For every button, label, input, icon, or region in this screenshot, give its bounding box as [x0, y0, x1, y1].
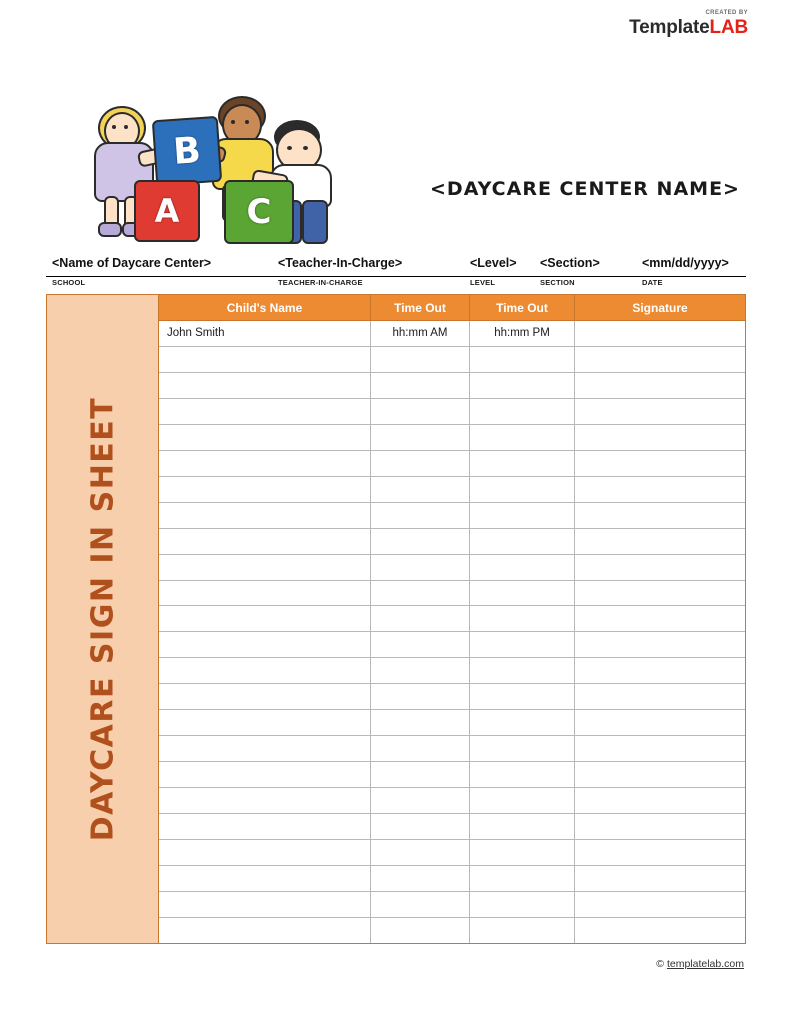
block-letter: C [246, 192, 272, 232]
cell-child-name[interactable] [159, 892, 371, 917]
daycare-center-name-placeholder[interactable]: <DAYCARE CENTER NAME> [430, 178, 740, 200]
cell-child-name[interactable] [159, 451, 371, 476]
sparkle-icon [494, 96, 500, 102]
cell-time-out-2[interactable]: hh:mm PM [470, 321, 575, 346]
info-values-row [46, 256, 746, 276]
table-row [159, 399, 745, 425]
column-header-signature: Signature [632, 300, 688, 315]
table-row [159, 529, 745, 555]
table-row [159, 451, 745, 477]
brand-name-first: Template [629, 17, 710, 38]
leg-shape [302, 200, 328, 244]
cell-time-out-1[interactable] [371, 788, 470, 813]
cell-child-name[interactable] [159, 840, 371, 865]
cell-time-out-2[interactable] [470, 399, 575, 424]
cell-child-name[interactable] [159, 788, 371, 813]
cell-signature[interactable] [575, 814, 745, 839]
cell-signature[interactable] [575, 347, 745, 372]
block-letter: A [154, 192, 180, 230]
cell-child-name[interactable] [159, 814, 371, 839]
cell-signature[interactable] [575, 555, 745, 580]
table-row [159, 788, 745, 814]
cell-time-out-2[interactable] [470, 503, 575, 528]
table-row [159, 555, 745, 581]
cell-time-out-1[interactable] [371, 529, 470, 554]
field-caption-date: DATE [642, 278, 663, 287]
created-by-label: CREATED BY [705, 10, 748, 16]
cell-child-name[interactable] [159, 866, 371, 891]
cell-time-out-2[interactable] [470, 529, 575, 554]
field-caption-level: LEVEL [470, 278, 496, 287]
cell-signature[interactable] [575, 658, 745, 683]
cell-time-out-1[interactable] [371, 658, 470, 683]
table-header-row [159, 295, 745, 321]
cell-signature[interactable] [575, 892, 745, 917]
cell-time-out-1[interactable] [371, 684, 470, 709]
table-row [159, 866, 745, 892]
cell-time-out-1[interactable] [371, 632, 470, 657]
sheet-title: DAYCARE SIGN IN SHEET [85, 396, 120, 842]
eye-shape [112, 125, 116, 129]
cell-time-out-1[interactable] [371, 918, 470, 943]
cell-signature[interactable] [575, 451, 745, 476]
table-row [159, 477, 745, 503]
field-value-teacher[interactable]: <Teacher-In-Charge> [278, 256, 403, 270]
cell-child-name[interactable] [159, 347, 371, 372]
cell-signature[interactable] [575, 581, 745, 606]
cell-time-out-2[interactable] [470, 840, 575, 865]
cell-time-out-1[interactable] [371, 866, 470, 891]
column-header-time-out-2: Time Out [470, 295, 575, 320]
cell-time-out-1[interactable] [371, 373, 470, 398]
cell-signature[interactable] [575, 373, 745, 398]
table-row [159, 918, 745, 943]
cell-time-out-2[interactable] [470, 684, 575, 709]
cell-time-out-2[interactable] [470, 477, 575, 502]
sparkle-icon [556, 66, 560, 70]
cell-time-out-1[interactable] [371, 451, 470, 476]
table-grid [159, 295, 745, 943]
sign-in-sheet-table [46, 294, 746, 944]
cell-child-name[interactable] [159, 762, 371, 787]
header-illustration [46, 52, 746, 232]
table-row [159, 710, 745, 736]
cell-time-out-2[interactable] [470, 555, 575, 580]
cell-signature[interactable] [575, 477, 745, 502]
column-header-time-out-1: Time Out [371, 295, 470, 320]
copyright-symbol: © [656, 958, 667, 970]
table-row [159, 892, 745, 918]
field-value-section[interactable]: <Section> [540, 256, 600, 270]
cell-time-out-2[interactable] [470, 581, 575, 606]
block-letter: B [171, 129, 203, 173]
alphabet-block-a [134, 180, 200, 242]
cell-child-name[interactable] [159, 503, 371, 528]
info-captions-row [46, 278, 746, 292]
cell-signature[interactable] [575, 425, 745, 450]
field-caption-section: SECTION [540, 278, 575, 287]
cell-time-out-2[interactable] [470, 658, 575, 683]
field-value-date[interactable]: <mm/dd/yyyy> [642, 256, 729, 270]
cell-signature[interactable] [575, 606, 745, 631]
cell-time-out-1[interactable] [371, 762, 470, 787]
cell-time-out-2[interactable] [470, 710, 575, 735]
table-row [159, 373, 745, 399]
cell-child-name[interactable] [159, 736, 371, 761]
cell-signature[interactable] [575, 503, 745, 528]
cell-time-out-1[interactable]: hh:mm AM [371, 321, 470, 346]
cell-time-out-1[interactable] [371, 425, 470, 450]
cell-time-out-2[interactable] [470, 373, 575, 398]
cell-child-name[interactable] [159, 918, 371, 943]
cell-time-out-2[interactable] [470, 347, 575, 372]
cell-signature[interactable] [575, 710, 745, 735]
cell-signature[interactable] [575, 632, 745, 657]
cell-time-out-2[interactable] [470, 814, 575, 839]
cell-child-name[interactable] [159, 710, 371, 735]
eye-shape [287, 146, 292, 150]
table-row [159, 321, 745, 347]
table-row [159, 632, 745, 658]
table-row [159, 840, 745, 866]
cell-time-out-1[interactable] [371, 555, 470, 580]
cell-child-name[interactable] [159, 606, 371, 631]
cell-time-out-2[interactable] [470, 736, 575, 761]
templatelab-link[interactable]: templatelab.com [666, 958, 744, 970]
cell-signature[interactable] [575, 788, 745, 813]
sparkle-icon [761, 148, 766, 153]
sparkle-icon [646, 138, 650, 142]
cell-signature[interactable] [575, 840, 745, 865]
cell-child-name[interactable] [159, 399, 371, 424]
field-caption-school: SCHOOL [52, 278, 86, 287]
cell-signature[interactable] [575, 918, 745, 943]
table-row [159, 425, 745, 451]
templatelab-watermark [629, 10, 748, 37]
cell-time-out-2[interactable] [470, 866, 575, 891]
cell-child-name[interactable] [159, 477, 371, 502]
sparkle-icon [366, 82, 371, 87]
sparkle-icon [406, 126, 410, 130]
cell-time-out-1[interactable] [371, 477, 470, 502]
eye-shape [245, 120, 249, 124]
sheet-title-spine [47, 295, 159, 943]
table-body [159, 321, 745, 943]
cell-time-out-2[interactable] [470, 892, 575, 917]
cell-time-out-1[interactable] [371, 503, 470, 528]
sparkle-icon [678, 72, 682, 76]
cell-signature[interactable] [575, 684, 745, 709]
table-row [159, 606, 745, 632]
cell-child-name[interactable] [159, 529, 371, 554]
column-header-child-name: Child's Name [159, 295, 371, 320]
cell-time-out-1[interactable] [371, 710, 470, 735]
children-with-blocks-illustration [46, 80, 346, 235]
cell-time-out-2[interactable] [470, 918, 575, 943]
cell-child-name[interactable] [159, 425, 371, 450]
cell-time-out-2[interactable] [470, 788, 575, 813]
cell-signature[interactable] [575, 866, 745, 891]
cell-signature[interactable] [575, 529, 745, 554]
brand-name-accent: LAB [709, 17, 748, 38]
cell-child-name[interactable] [159, 581, 371, 606]
cell-time-out-1[interactable] [371, 840, 470, 865]
table-row [159, 684, 745, 710]
cell-child-name[interactable] [159, 555, 371, 580]
sparkle-icon [618, 86, 623, 91]
shoe-shape [98, 222, 122, 237]
cell-child-name[interactable] [159, 658, 371, 683]
cell-signature[interactable] [575, 762, 745, 787]
cell-child-name[interactable]: John Smith [159, 321, 371, 346]
info-divider [46, 276, 746, 277]
table-row [159, 581, 745, 607]
table-row [159, 503, 745, 529]
cell-time-out-1[interactable] [371, 606, 470, 631]
sparkle-icon [726, 110, 732, 116]
field-value-level[interactable]: <Level> [470, 256, 517, 270]
table-row [159, 347, 745, 373]
eye-shape [303, 146, 308, 150]
cell-time-out-1[interactable] [371, 347, 470, 372]
cell-time-out-1[interactable] [371, 736, 470, 761]
cell-child-name[interactable] [159, 632, 371, 657]
table-row [159, 814, 745, 840]
cell-child-name[interactable] [159, 373, 371, 398]
cell-child-name[interactable] [159, 684, 371, 709]
brand-name [629, 18, 748, 37]
cell-time-out-2[interactable] [470, 451, 575, 476]
field-value-school[interactable]: <Name of Daycare Center> [52, 256, 212, 270]
cell-time-out-2[interactable] [470, 632, 575, 657]
footer-credit [656, 958, 744, 970]
cell-signature[interactable] [575, 736, 745, 761]
field-caption-teacher: TEACHER-IN-CHARGE [278, 278, 363, 287]
cell-time-out-2[interactable] [470, 606, 575, 631]
eye-shape [231, 120, 235, 124]
cell-time-out-1[interactable] [371, 892, 470, 917]
cell-time-out-1[interactable] [371, 399, 470, 424]
table-row [159, 658, 745, 684]
alphabet-block-b [152, 116, 222, 186]
cell-signature[interactable] [575, 399, 745, 424]
eye-shape [124, 125, 128, 129]
cell-time-out-2[interactable] [470, 425, 575, 450]
sparkle-icon [436, 70, 440, 74]
table-row [159, 736, 745, 762]
cell-time-out-2[interactable] [470, 762, 575, 787]
cell-signature[interactable] [575, 321, 745, 346]
alphabet-block-c [224, 180, 294, 244]
cell-time-out-1[interactable] [371, 814, 470, 839]
table-row [159, 762, 745, 788]
cell-time-out-1[interactable] [371, 581, 470, 606]
